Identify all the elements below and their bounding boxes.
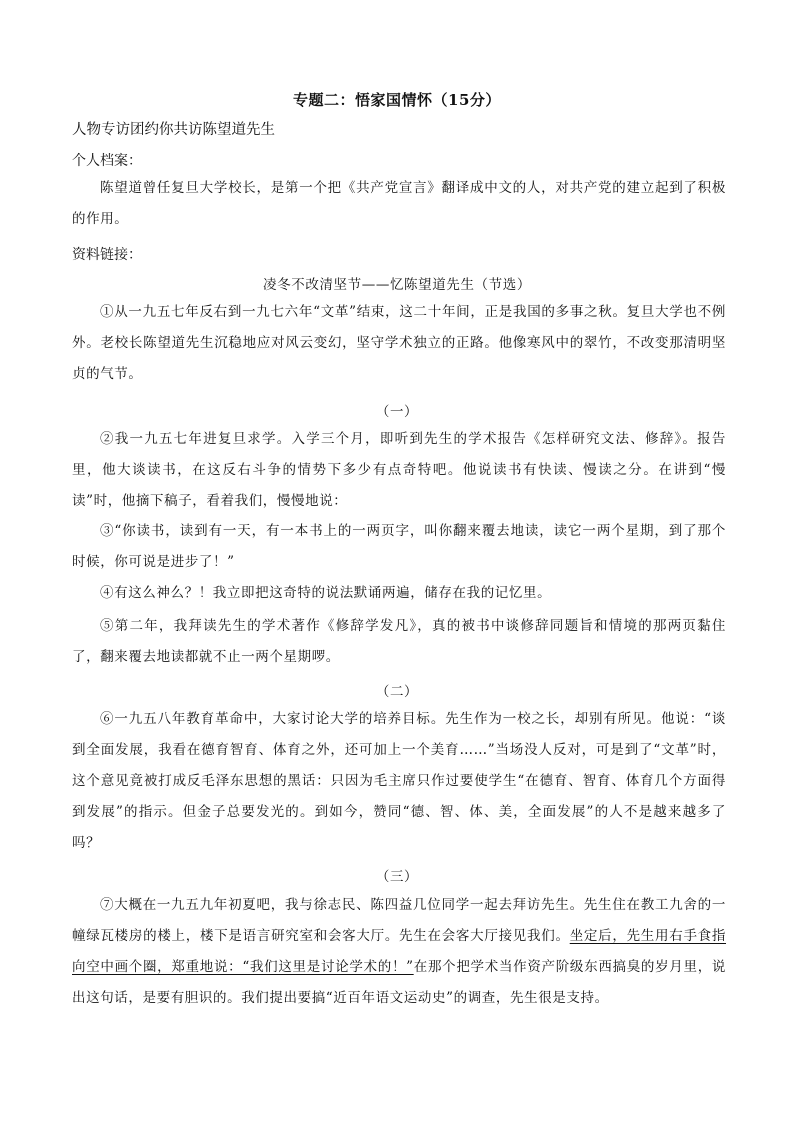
page-title: 专题二：悟家国情怀（15分） xyxy=(293,91,501,109)
paragraph-5: ⑤第二年，我拜读先生的学术著作《修辞学发凡》，真的被书中谈修辞同题旨和情境的那两页黏住了，翻来覆去地读都就不止一两个星期啰。 xyxy=(72,618,726,665)
resources-label: 资料链接： xyxy=(72,247,142,263)
paragraph-7 xyxy=(72,890,726,1014)
paragraph-7-text-after: 在那个把学术当作资产阶级东西搞臭的岁月里，说出这句话，是要有胆识的。我们提出要搞“近百年语文运动史”的调查，先生很是支持。 xyxy=(72,959,727,1006)
paragraph-1: ①从一九五七年反右到一九七六年“文革”结束，这二十年间，正是我国的多事之秋。复旦大学也不例外。老校长陈望道先生沉稳地应对风云变幻，坚守学术独立的正路。他像寒风中的翠竹，不改变那清明坚贞的气节。 xyxy=(72,304,726,382)
paragraph-2: ②我一九五七年进复旦求学。入学三个月，即听到先生的学术报告《怎样研究文法、修辞》。报告里，他大谈读书，在这反右斗争的情势下多少有点奇特吧。他说读书有快读、慢读之分。在讲到“慢读”时，他摘下稿子，看着我们，慢慢地说： xyxy=(72,431,726,509)
article-title: 凌冬不改清坚节——忆陈望道先生（节选） xyxy=(263,277,531,293)
paragraph-6: ⑥一九五八年教育革命中，大家讨论大学的培养目标。先生作为一校之长，却别有所见。他说：“谈到全面发展，我看在德育智育、体育之外，还可加上一个美育……”当场没人反对，可是到了“文革”时，这个意见竟被打成反毛泽东思想的黑话：只因为毛主席只作过要使学生“在德育、智育、体育几个方面得到发展”的指示。但金子总要发光的。到如今，赞同“德、智、体、美，全面发展”的人不是越来越多了吗？ xyxy=(72,711,726,851)
intro-line: 人物专访团约你共访陈望道先生 xyxy=(72,122,275,138)
paragraph-3: ③“你读书，读到有一天，有一本书上的一两页字，叫你翻来覆去地读，读它一两个星期，到了那个时候，你可说是进步了！” xyxy=(72,523,726,570)
paragraph-4: ④有这么神么？！我立即把这奇特的说法默诵两遍，储存在我的记忆里。 xyxy=(100,585,552,601)
section-heading-1: （一） xyxy=(375,404,419,420)
profile-paragraph: 陈望道曾任复旦大学校长，是第一个把《共产党宣言》翻译成中文的人，对共产党的建立起到了积极的作用。 xyxy=(72,180,726,227)
paragraph-7-text-before: ⑦大概在一九五九年初夏吧，我与徐志民、陈四益几位同学一起去拜访先生。先生住在教工九舍的一幢绿瓦楼房的楼上，楼下是语言研究室和会客大厅。先生在会客大厅接见我们。 xyxy=(72,897,726,944)
profile-label: 个人档案： xyxy=(72,153,142,169)
underlined-sentence: 坐定后，先生用右手食指向空中画个圈，郑重地说：“我们这里是讨论学术的！” xyxy=(72,928,727,975)
section-heading-3: （三） xyxy=(375,869,419,885)
section-heading-2: （二） xyxy=(375,684,419,700)
